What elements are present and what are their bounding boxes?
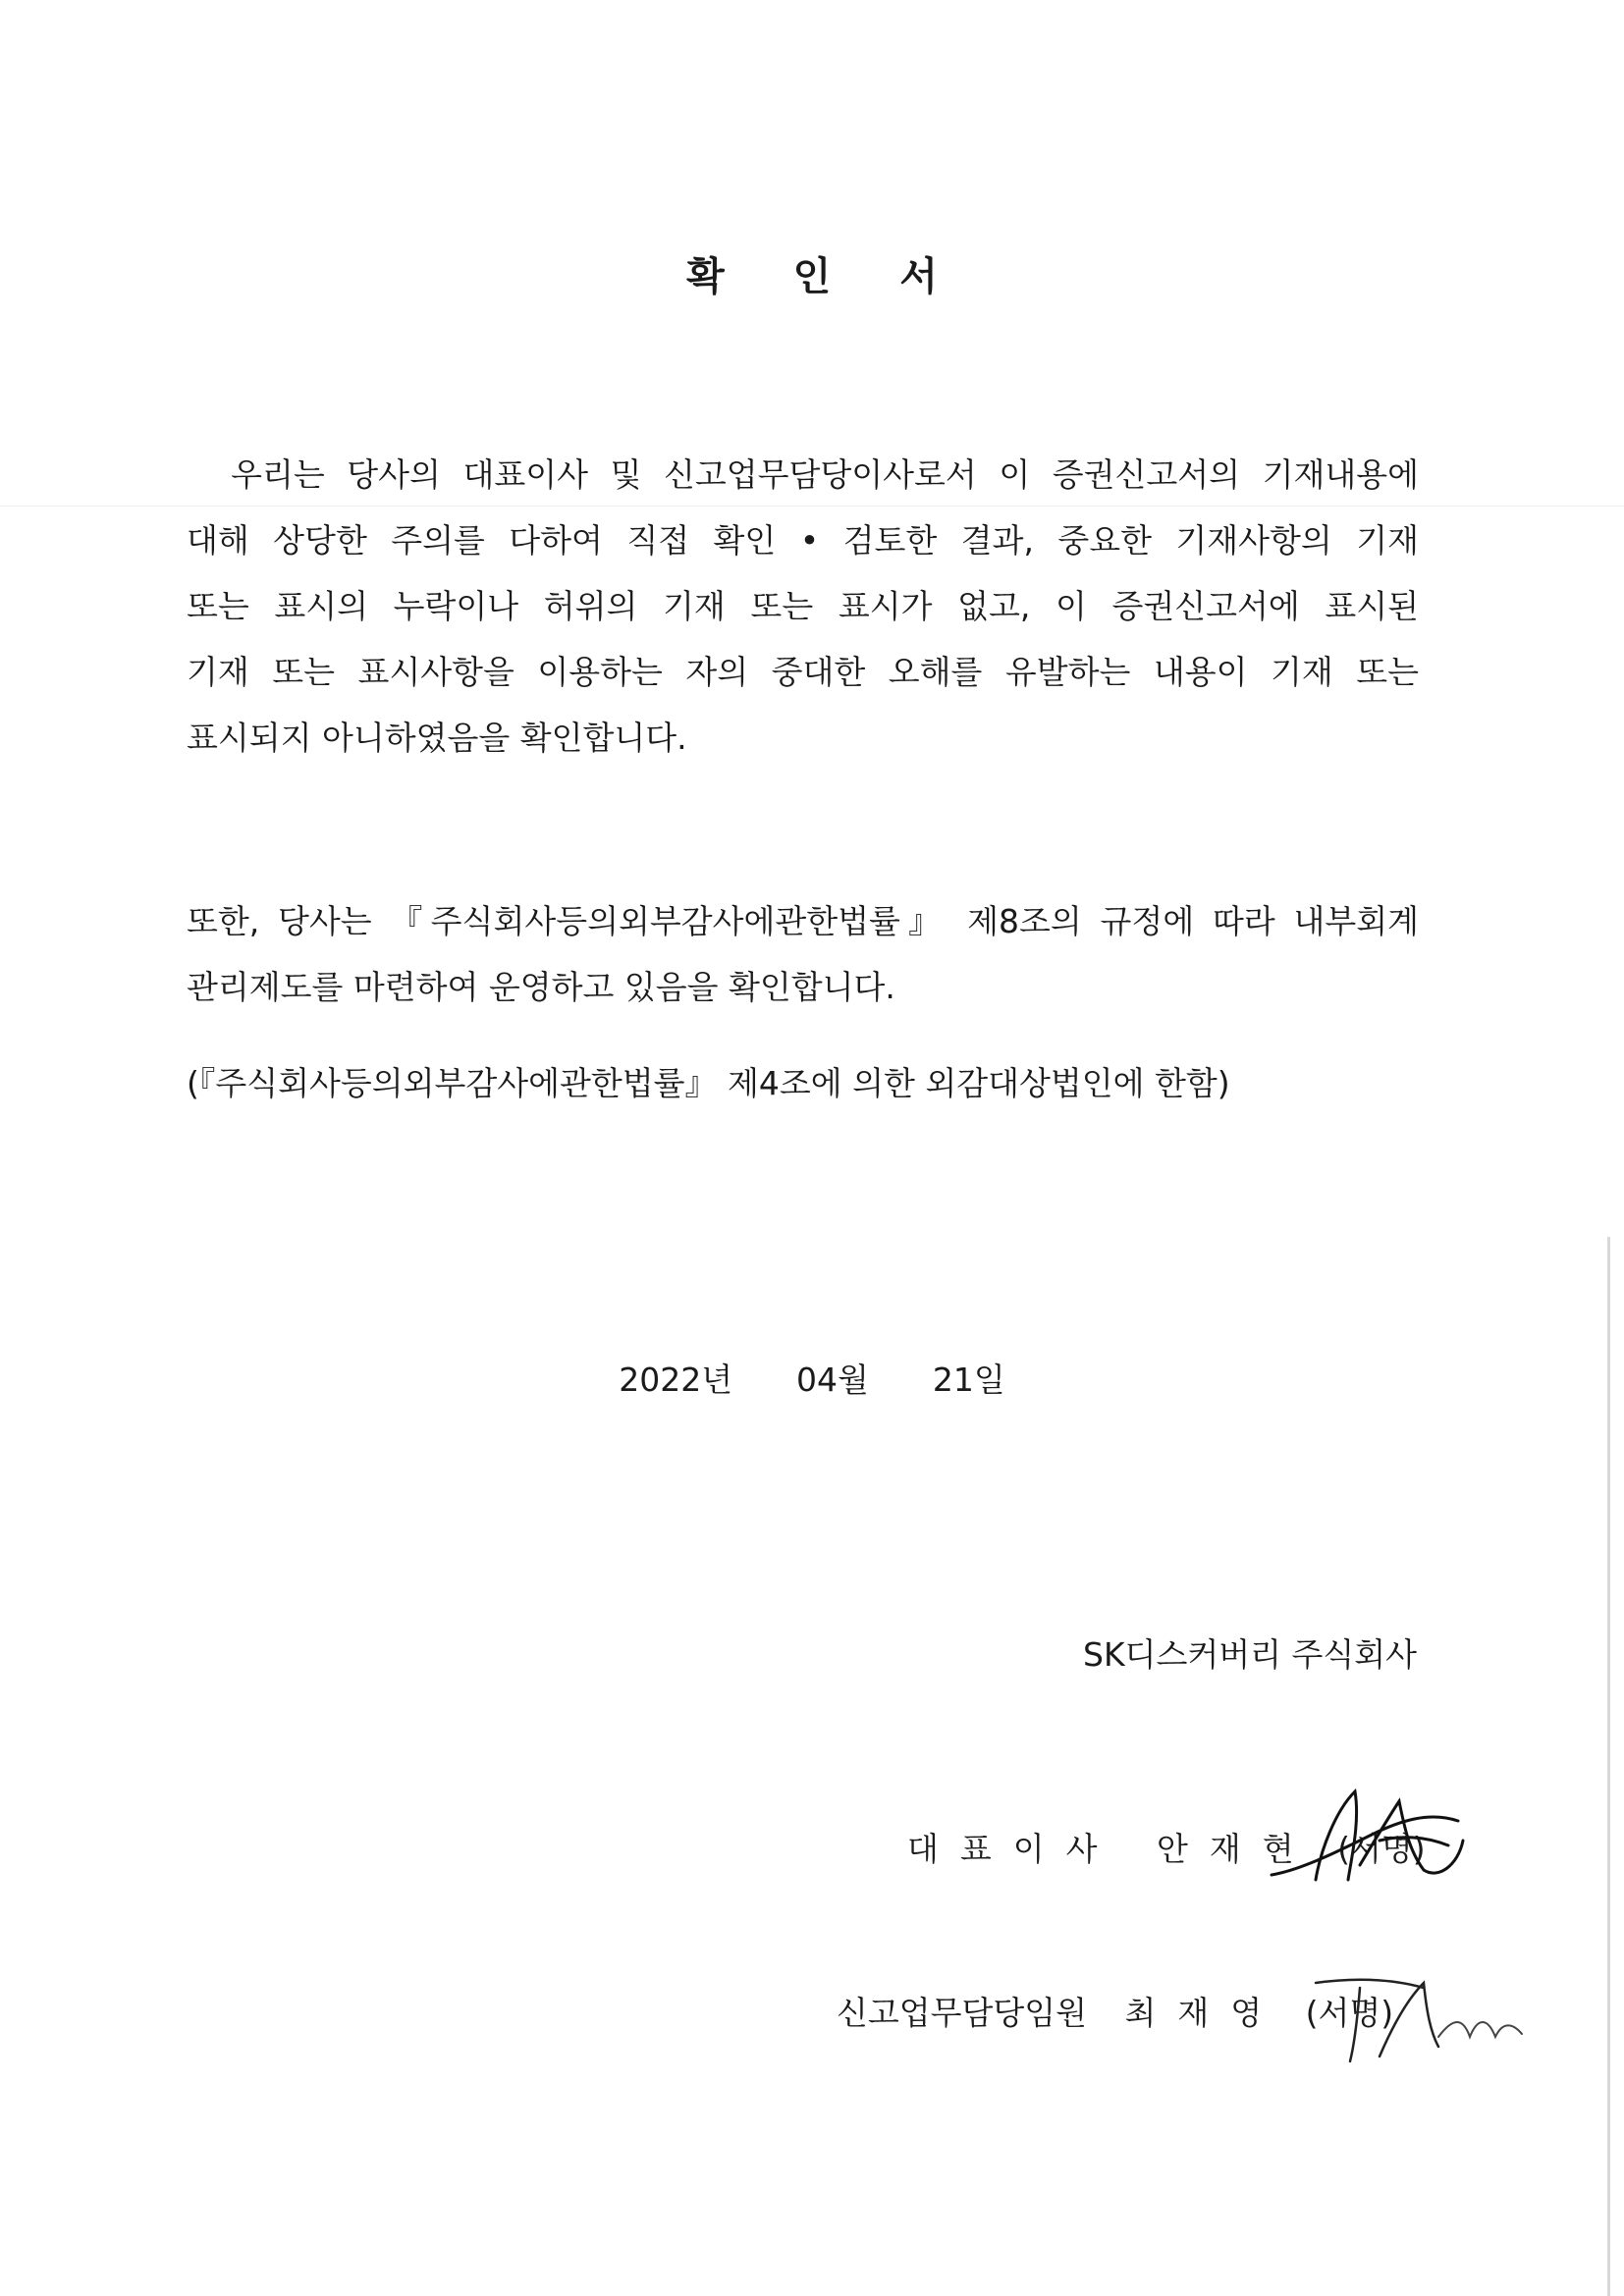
paragraph-line: 표시되지 아니하였음을 확인합니다. [187, 719, 687, 757]
paragraph-line: 대해 상당한 주의를 다하여 직접 확인 • 검토한 결과, 중요한 기재사항의 기재 [187, 521, 1419, 560]
scope-note: (『주식회사등의외부감사에관한법률』 제4조에 의한 외감대상법인에 한함) [187, 1064, 1230, 1102]
paragraph-line: 우리는 당사의 대표이사 및 신고업무담당이사로서 이 증권신고서의 기재내용에 [187, 455, 1419, 494]
signatory-role: 대표이사 [907, 1830, 1119, 1868]
ceo-signature-line [907, 1824, 1426, 1870]
officer-signature-line [837, 1988, 1393, 2034]
paragraph-line: 관리제도를 마련하여 운영하고 있음을 확인합니다. [187, 968, 895, 1006]
signatory-role: 신고업무담당임원 [837, 1994, 1088, 2032]
signatory-name: 안재현 [1157, 1830, 1316, 1868]
document-title: 확 인 서 [686, 254, 965, 299]
signature-label: (서명) [1337, 1830, 1426, 1868]
confirmation-paragraph [187, 442, 1419, 771]
paragraph-line: 또는 표시의 누락이나 허위의 기재 또는 표시가 없고, 이 증권신고서에 표시된 [187, 587, 1419, 625]
signatory-name: 최재영 [1124, 1994, 1284, 2032]
paragraph-line: 또한, 당사는 『주식회사등의외부감사에관한법률』 제8조의 규정에 따라 내부회계 [187, 902, 1419, 940]
paragraph-line: 기재 또는 표시사항을 이용하는 자의 중대한 오해를 유발하는 내용이 기재 또는 [187, 653, 1419, 691]
internal-control-paragraph [187, 888, 1419, 1020]
company-name: SK디스커버리 주식회사 [1083, 1635, 1417, 1674]
signature-label: (서명) [1305, 1994, 1394, 2032]
document-date: 2022년 04월 21일 [619, 1361, 1005, 1399]
